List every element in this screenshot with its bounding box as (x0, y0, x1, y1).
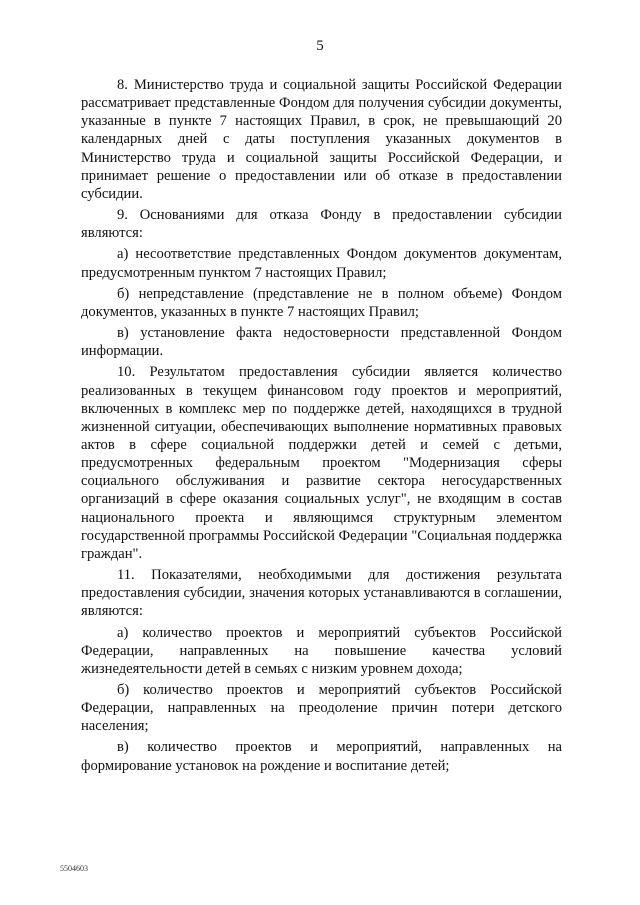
document-body (81, 76, 562, 778)
paragraph-item-11: 11. Показателями, необходимыми для достижения результата предоставления субсидии, значения которых устанавливаются в соглашении, являются: (81, 567, 562, 620)
paragraph-item-9: 9. Основаниями для отказа Фонду в предоставлении субсидии являются: (81, 207, 562, 242)
paragraph-item-9v: в) установление факта недостоверности представленной Фондом информации. (81, 325, 562, 360)
paragraph-item-8: 8. Министерство труда и социальной защиты Российской Федерации рассматривает представленные Фондом для получения субсидии документы, указанные в пункте 7 настоящих Правил, в срок, не превышающий 20 календарных дней с даты поступления указанных документов в Министерство труда и социальной защиты Российской Федерации, и принимает решение о предоставлении или об отказе в предоставлении субсидии. (81, 77, 562, 202)
page-number: 5 (316, 38, 324, 54)
paragraph-item-11a: а) количество проектов и мероприятий субъектов Российской Федерации, направленных на повышение качества условий жизнедеятельности детей в семьях с низким уровнем дохода; (81, 624, 562, 677)
paragraph-item-11b: б) количество проектов и мероприятий субъектов Российской Федерации, направленных на преодоление причин потери детского населения; (81, 682, 562, 735)
paragraph-item-10: 10. Результатом предоставления субсидии является количество реализованных в текущем финансовом году проектов и мероприятий, включенных в комплекс мер по поддержке детей, находящихся в трудной жизненной ситуации, обеспечивающих выполнение нормативных правовых актов в сфере социальной поддержки детей и семей с детьми, предусмотренных федеральным проектом "Модернизация сферы социального обслуживания и развитие сектора негосударственных организаций в сфере оказания социальных услуг", не входящим в состав национального проекта и являющимся структурным элементом государственной программы Российской Федерации "Социальная поддержка граждан". (81, 364, 562, 562)
paragraph-item-9a: а) несоответствие представленных Фондом документов документам, предусмотренным пунктом 7 настоящих Правил; (81, 246, 562, 281)
document-code: 5504603 (60, 864, 88, 873)
paragraph-item-9b: б) непредставление (представление не в полном объеме) Фондом документов, указанных в пункте 7 настоящих Правил; (81, 285, 562, 320)
paragraph-item-11v: в) количество проектов и мероприятий, направленных на формирование установок на рождение и воспитание детей; (81, 739, 562, 774)
